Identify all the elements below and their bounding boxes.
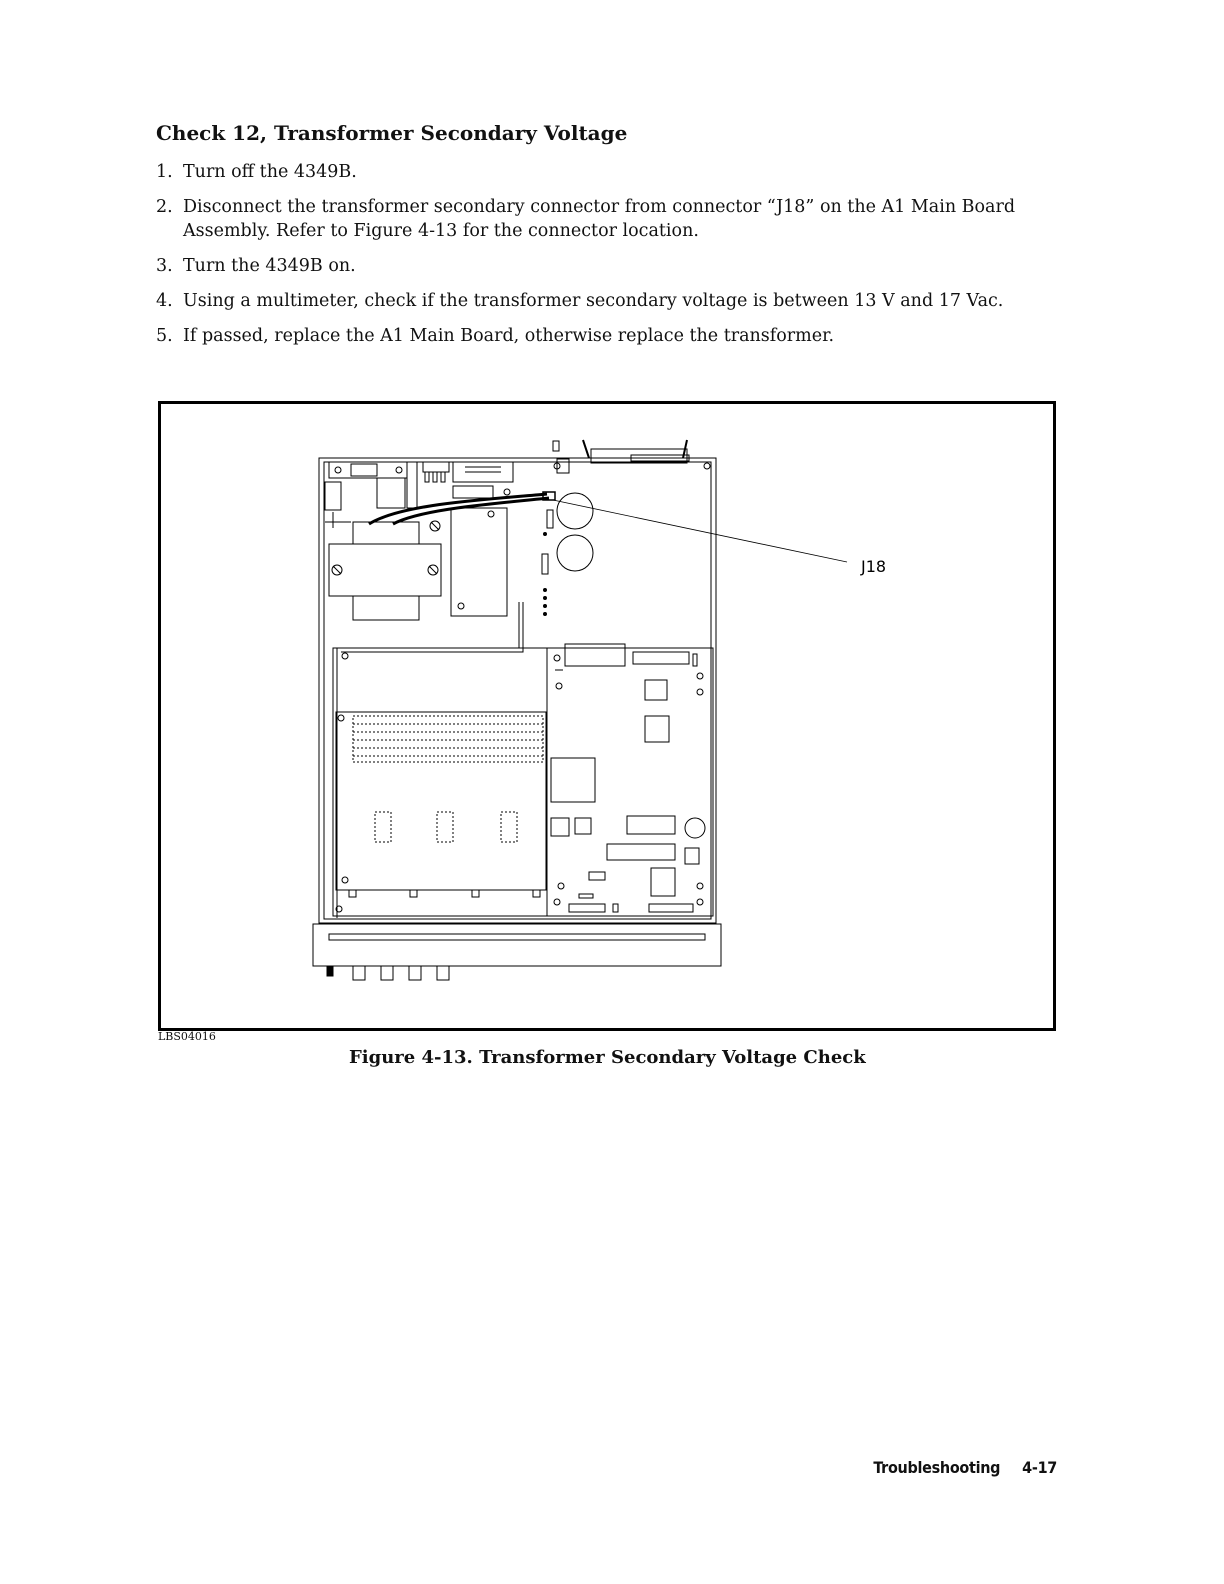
step-text: Disconnect the transformer secondary connector from connector “J18” on the A1 Main Board Assembly. Refer to Figure 4-13 for the connector location. xyxy=(183,197,1016,241)
step-text: Turn the 4349B on. xyxy=(183,256,356,276)
step-number: 1. xyxy=(156,162,173,182)
figure-frame xyxy=(158,401,1056,1031)
front-panel xyxy=(313,924,721,966)
step-text: If passed, replace the A1 Main Board, otherwise replace the transformer. xyxy=(183,326,835,346)
figure-art-code: LBS04016 xyxy=(158,1030,216,1043)
instrument-top-view-diagram xyxy=(161,404,1053,1028)
page-number: 4-17 xyxy=(1022,1458,1057,1477)
chassis-outline xyxy=(319,458,716,923)
page-footer xyxy=(873,1458,1057,1477)
callout-leader-line xyxy=(553,500,847,562)
step-text: Turn off the 4349B. xyxy=(183,162,357,182)
footer-section-name: Troubleshooting xyxy=(873,1458,1001,1477)
procedure-step xyxy=(156,324,1056,348)
step-text: Using a multimeter, check if the transformer secondary voltage is between 13 V and 17 Vac. xyxy=(183,291,1004,311)
procedure-step xyxy=(156,289,1056,313)
step-number: 3. xyxy=(156,256,173,276)
j18-callout-label: J18 xyxy=(861,557,887,576)
step-number: 5. xyxy=(156,326,173,346)
procedure-step xyxy=(156,254,1056,278)
procedure-steps xyxy=(156,160,1056,359)
step-number: 4. xyxy=(156,291,173,311)
step-number: 2. xyxy=(156,197,173,217)
vent-holes xyxy=(353,716,543,762)
transformer xyxy=(329,544,441,596)
procedure-step xyxy=(156,195,1056,243)
section-title: Check 12, Transformer Secondary Voltage xyxy=(156,121,628,145)
procedure-step xyxy=(156,160,1056,184)
figure-caption: Figure 4-13. Transformer Secondary Voltage Check xyxy=(349,1047,866,1068)
